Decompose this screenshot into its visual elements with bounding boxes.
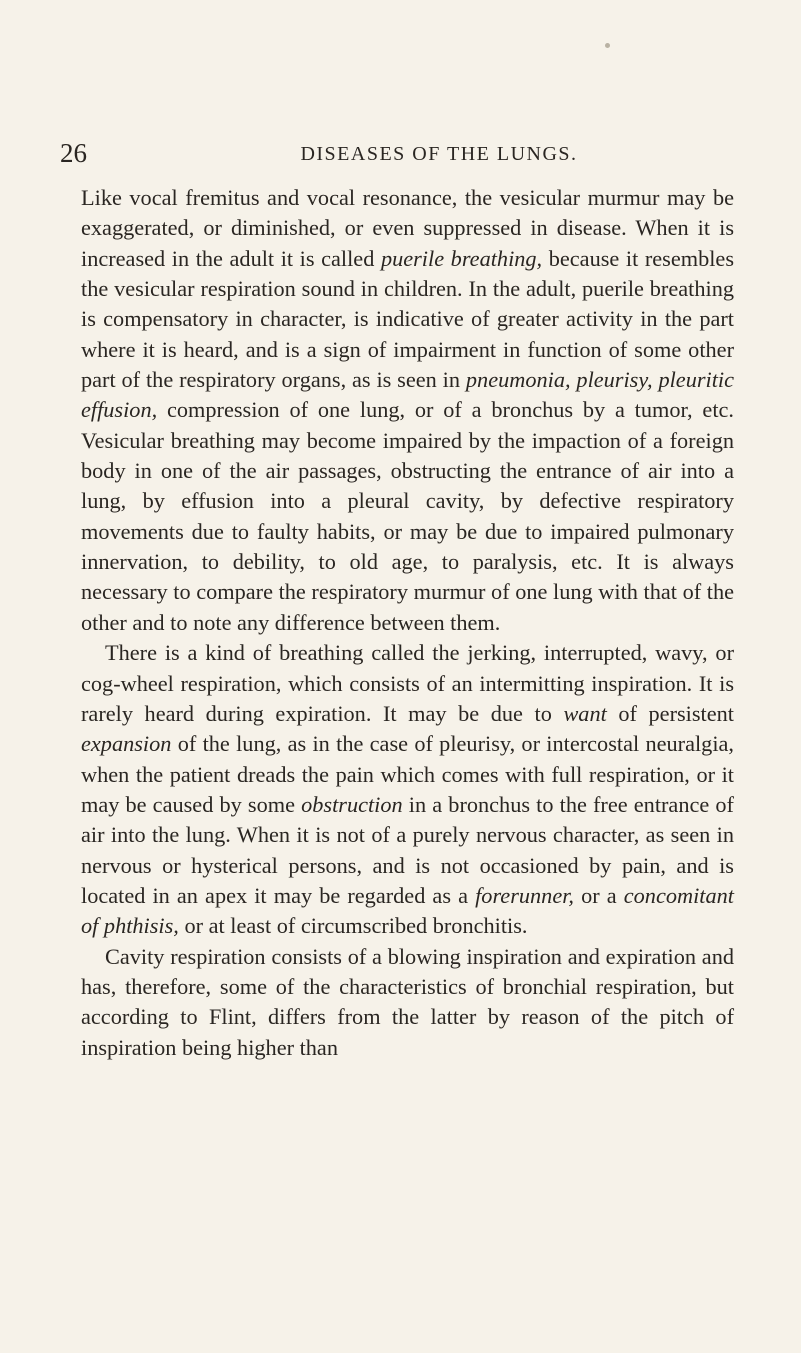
text-run: of persistent bbox=[606, 700, 734, 726]
text-run: because it resembles the vesicular respiration sound in children. In the adult, puerile breathing is compensatory in character, is indicative of greater activity in the part where it is heard, and is a sign of impairment in function of some other part of the respiratory organs, as is seen in bbox=[81, 245, 735, 393]
body-text bbox=[81, 183, 734, 1063]
paragraph bbox=[81, 183, 734, 638]
text-run: or a bbox=[574, 882, 624, 908]
italic-term: puerile breathing, bbox=[380, 245, 543, 271]
paragraph bbox=[81, 638, 734, 941]
text-run: compression of one lung, or of a bronchus by a tumor, etc. Vesicular breathing may become impaired by the impaction of a foreign body in one of the air passages, obstructing the entrance of air into a lung, by effusion into a pleural cavity, by defective respiratory movements due to faulty habits, or may be due to impaired pulmonary innervation, to debility, to old age, to paralysis, etc. It is always necessary to compare the respiratory murmur of one lung with that of the other and to note any difference between them. bbox=[81, 397, 734, 635]
italic-term: forerunner, bbox=[475, 882, 574, 908]
text-run: Like vocal fremitus and vocal resonance, the vesicular murmur may be exaggerated, or diminished, or even suppressed in disease. When it is increased in the adult it is called bbox=[81, 185, 734, 271]
page-header bbox=[60, 138, 760, 168]
paper-speck bbox=[605, 43, 610, 48]
text-run: or at least of circumscribed bronchitis. bbox=[178, 913, 528, 939]
italic-term: obstruction bbox=[301, 791, 403, 817]
paragraph bbox=[81, 942, 734, 1063]
text-run: There is a kind of breathing called the jerking, interrupted, wavy, or cog-wheel respiration, which consists of an intermitting inspiration. It is rarely heard during expiration. It may be due to bbox=[81, 640, 734, 726]
italic-term: pneumonia, pleurisy, pleuritic effusion, bbox=[81, 367, 735, 423]
text-run: in a bronchus to the free entrance of air into the lung. When it is not of a purely nervous character, as seen in nervous or hysterical persons, and is not occasioned by pain, and is located in an apex it may be regarded as a bbox=[81, 791, 734, 908]
italic-term: expansion bbox=[81, 731, 172, 757]
running-head: DISEASES OF THE LUNGS. bbox=[300, 143, 578, 165]
italic-term: concomitant of phthisis, bbox=[81, 882, 734, 939]
text-run: Cavity respiration consists of a blowing inspiration and expiration and has, therefore, some of the characteristics of bronchial respiration, but according to Flint, differs from the latter by reason of the pitch of inspiration being higher than bbox=[81, 943, 734, 1060]
italic-term: want bbox=[563, 700, 607, 726]
text-run: of the lung, as in the case of pleurisy, or intercostal neuralgia, when the patient dreads the pain which comes with full respiration, or it may be caused by some bbox=[81, 731, 734, 817]
page-number: 26 bbox=[60, 138, 87, 168]
